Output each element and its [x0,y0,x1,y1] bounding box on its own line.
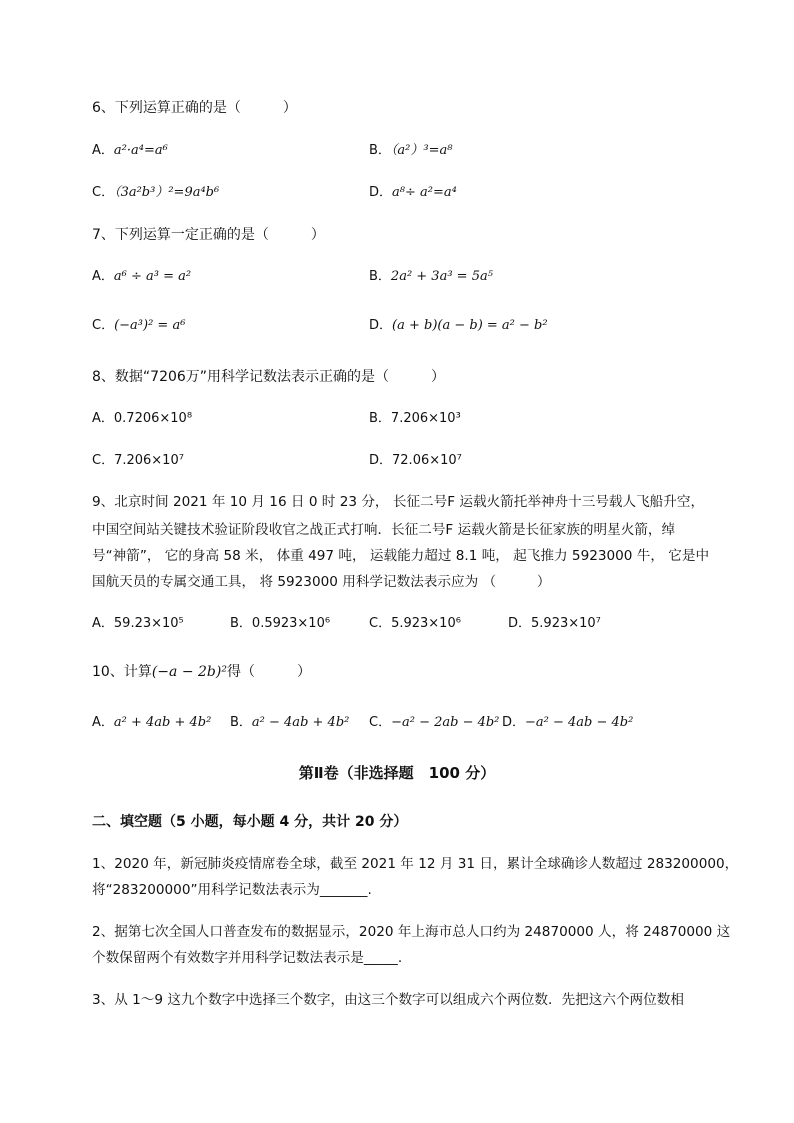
q7-stem: 7、下列运算一定正确的是（ ） [92,227,325,243]
q6-option-b[interactable] [369,141,452,161]
q10-option-a-label: A． [92,715,114,730]
q6-option-a[interactable] [92,141,168,161]
fill-q1-line-1: 1、2020 年，新冠肺炎疫情席卷全球，截至 2021 年 12 月 31 日，累计全球确诊人数超过 283200000， [92,856,739,872]
q9-option-a-expr: 59.23×10⁵ [113,616,184,631]
q6-option-c-expr: （3a²b³）²=9a⁴b⁶ [114,185,220,200]
q7-option-c[interactable] [92,316,185,336]
q10-option-d-label: D． [502,715,526,730]
q10-option-a-expr: a² + 4ab + 4b² [113,715,212,730]
q10-option-c-label: C． [369,715,392,730]
section-title: 第Ⅱ卷（非选择题 100 分） [298,764,496,782]
q10-stem-expr: (−a − 2b)² [151,664,227,680]
q9-option-d-label: D． [508,616,532,631]
q7-option-b[interactable] [369,267,493,287]
q7-option-c-expr: (−a³)² = a⁶ [114,318,186,333]
q8-stem: 8、数据“7206万”用科学记数法表示正确的是（ ） [92,369,446,385]
fill-q2-line-1: 2、据第七次全国人口普查发布的数据显示，2020 年上海市总人口约为 24870000 人，将 24870000 这 [92,924,731,940]
q10-stem [92,662,311,682]
q9-stem-line-4: 国航天员的专属交通工具， 将 5923000 用科学记数法表示应为 （ ） [92,574,551,590]
q9-option-b-label: B． [230,616,252,631]
q7-option-d-label: D． [369,318,393,333]
q10-option-b-label: B． [230,715,252,730]
q7-option-a-expr: a⁶ ÷ a³ = a² [113,269,192,284]
fill-q2-line-2: 个数保留两个有效数字并用科学记数法表示是_____. [92,950,403,966]
q9-option-d[interactable] [508,614,601,634]
q7-option-a[interactable] [92,267,191,287]
q8-option-d-label: D． [369,453,393,468]
q10-option-c-expr: −a² − 2ab − 4b² [391,715,500,730]
q8-option-c-label: C． [92,453,115,468]
q10-stem-prefix: 10、计算 [92,664,152,680]
q10-option-b-expr: a² − 4ab + 4b² [251,715,350,730]
q7-option-a-label: A． [92,269,114,284]
q6-option-a-expr: a²·a⁴=a⁶ [113,143,168,158]
q9-option-c-label: C． [369,616,392,631]
q6-option-d-expr: a⁸÷ a²=a⁴ [392,185,457,200]
q9-stem-line-2: 中国空间站关键技术验证阶段收官之战正式打响．长征二号F 运载火箭是长征家族的明星火箭，绰 [92,522,676,538]
q8-option-a-label: A． [92,411,114,426]
q9-stem-line-1: 9、北京时间 2021 年 10 月 16 日 0 时 23 分， 长征二号F 运载火箭托举神舟十三号载人飞船升空， [92,494,705,510]
q9-option-c[interactable] [369,614,461,634]
q8-option-c[interactable] [92,451,184,471]
q9-option-a-label: A． [92,616,114,631]
q6-option-d-label: D． [369,185,393,200]
q7-option-b-expr: 2a² + 3a³ = 5a⁵ [390,269,493,284]
fill-q1-line-2: 将“283200000”用科学记数法表示为_______. [92,882,372,898]
q10-option-b[interactable] [230,713,349,733]
q9-option-b-expr: 0.5923×10⁶ [251,616,331,631]
q8-option-d-expr: 72.06×10⁷ [392,453,462,468]
q7-option-c-label: C． [92,318,115,333]
q6-option-c-label: C． [92,185,115,200]
q7-option-b-label: B． [369,269,391,284]
q6-option-a-label: A． [92,143,114,158]
q8-option-d[interactable] [369,451,462,471]
q6-stem: 6、下列运算正确的是（ ） [92,100,297,116]
q10-option-d-expr: −a² − 4ab − 4b² [525,715,634,730]
q10-option-d[interactable] [502,713,633,733]
q7-option-d[interactable] [369,316,548,336]
q8-option-a[interactable] [92,409,192,429]
section-heading-fill-in: 二、填空题（5 小题，每小题 4 分，共计 20 分） [92,814,408,830]
q8-option-c-expr: 7.206×10⁷ [114,453,184,468]
q8-option-b-label: B． [369,411,391,426]
q10-stem-suffix: 得（ ） [226,664,311,680]
q10-option-c[interactable] [369,713,499,733]
fill-q3-line-1: 3、从 1～9 这九个数字中选择三个数字，由这三个数字可以组成六个两位数．先把这六个两位数相 [92,992,684,1008]
q6-option-c[interactable] [92,183,219,203]
q6-option-b-label: B． [369,143,391,158]
q7-option-d-expr: (a + b)(a − b) = a² − b² [392,318,548,333]
q9-stem-line-3: 号“神箭”， 它的身高 58 米， 体重 497 吨， 运载能力超过 8.1 吨， 起飞推力 5923000 牛， 它是中 [92,548,710,564]
q9-option-b[interactable] [230,614,330,634]
q6-option-b-expr: （a²）³=a⁸ [390,143,453,158]
q9-option-c-expr: 5.923×10⁶ [391,616,461,631]
q9-option-a[interactable] [92,614,184,634]
q6-option-d[interactable] [369,183,457,203]
q9-option-d-expr: 5.923×10⁷ [531,616,601,631]
q8-option-b-expr: 7.206×10³ [390,411,461,426]
q8-option-a-expr: 0.7206×10⁸ [113,411,193,426]
q10-option-a[interactable] [92,713,211,733]
q8-option-b[interactable] [369,409,461,429]
